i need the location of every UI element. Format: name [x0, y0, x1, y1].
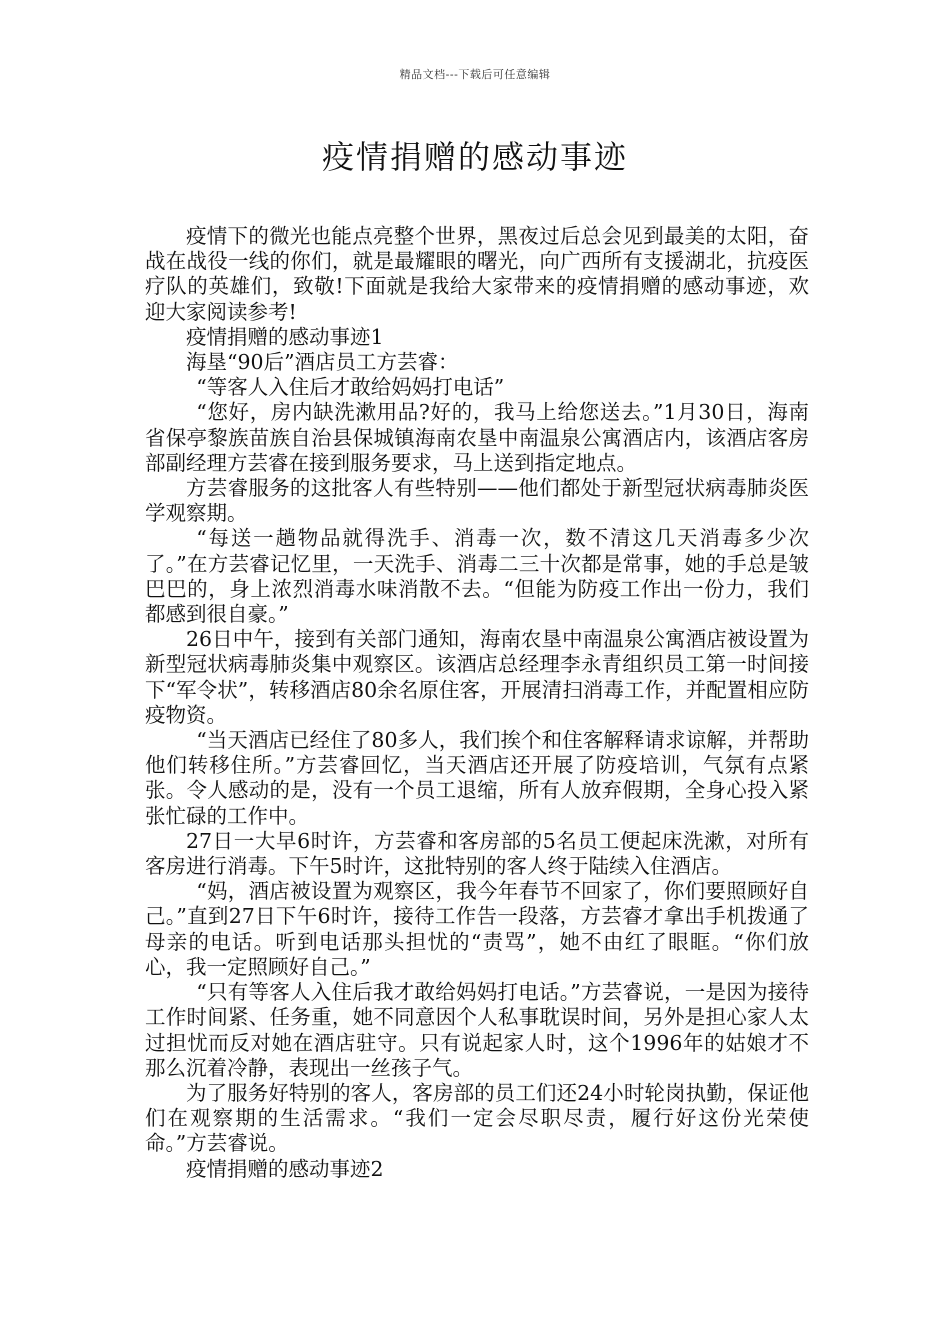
section-heading: 疫情捐赠的感动事迹2	[186, 1156, 384, 1181]
section-heading: 疫情捐赠的感动事迹1	[186, 324, 384, 349]
body-paragraph: “每送一趟物品就得洗手、消毒一次，数不清这几天消毒多少次了。”在方芸睿记忆里，一天洗手、消毒二三十次都是常事，她的手总是皱巴巴的，身上浓烈消毒水味消散不去。“但能为防疫工作出一份力，我们都感到很自豪。”	[145, 526, 809, 627]
body-paragraph: 27日一大早6时许，方芸睿和客房部的5名员工便起床洗漱，对所有客房进行消毒。下午5时许，这批特别的客人终于陆续入住酒店。	[145, 828, 809, 879]
document-title: 疫情捐赠的感动事迹	[321, 138, 628, 176]
body-paragraph: 为了服务好特别的客人，客房部的员工们还24小时轮岗执勤，保证他们在观察期的生活需求。“我们一定会尽职尽责，履行好这份光荣使命。”方芸睿说。	[145, 1080, 809, 1156]
body-paragraph: “妈，酒店被设置为观察区，我今年春节不回家了，你们要照顾好自己。”直到27日下午6时许，接待工作告一段落，方芸睿才拿出手机拨通了母亲的电话。听到电话那头担忧的“责骂”，她不由红了眼眶。“你们放心，我一定照顾好自己。”	[145, 879, 809, 979]
header-note: 精品文档---下载后可任意编辑	[399, 68, 551, 81]
body-paragraph: 方芸睿服务的这批客人有些特别——他们都处于新型冠状病毒肺炎医学观察期。	[145, 476, 809, 526]
quote-heading: “等客人入住后才敢给妈妈打电话”	[196, 375, 505, 400]
body-paragraph: “您好，房内缺洗漱用品?好的，我马上给您送去。”1月30日，海南省保亭黎族苗族自治县保城镇海南农垦中南温泉公寓酒店内，该酒店客房部副经理方芸睿在接到服务要求，马上送到指定地点。	[145, 400, 809, 475]
body-paragraph: “只有等客人入住后我才敢给妈妈打电话。”方芸睿说，一是因为接待工作时间紧、任务重，她不同意因个人私事耽误时间，另外是担心家人太过担忧而反对她在酒店驻守。只有说起家人时，这个1996年的姑娘才不那么沉着冷静，表现出一丝孩子气。	[145, 980, 809, 1080]
subheading: 海垦“90后”酒店员工方芸睿：	[186, 350, 459, 375]
intro-paragraph: 疫情下的微光也能点亮整个世界，黑夜过后总会见到最美的太阳，奋战在战役一线的你们，就是最耀眼的曙光，向广西所有支援湖北，抗疫医疗队的英雄们，致敬!下面就是我给大家带来的疫情捐赠的感动事迹，欢迎大家阅读参考!	[145, 224, 809, 324]
document-body	[145, 224, 809, 1182]
body-paragraph: 26日中午，接到有关部门通知，海南农垦中南温泉公寓酒店被设置为新型冠状病毒肺炎集中观察区。该酒店总经理李永青组织员工第一时间接下“军令状”，转移酒店80余名原住客，开展清扫消毒工作，并配置相应防疫物资。	[145, 627, 809, 727]
body-paragraph: “当天酒店已经住了80多人，我们挨个和住客解释请求谅解，并帮助他们转移住所。”方芸睿回忆，当天酒店还开展了防疫培训，气氛有点紧张。令人感动的是，没有一个员工退缩，所有人放弃假期，全身心投入紧张忙碌的工作中。	[145, 728, 809, 828]
